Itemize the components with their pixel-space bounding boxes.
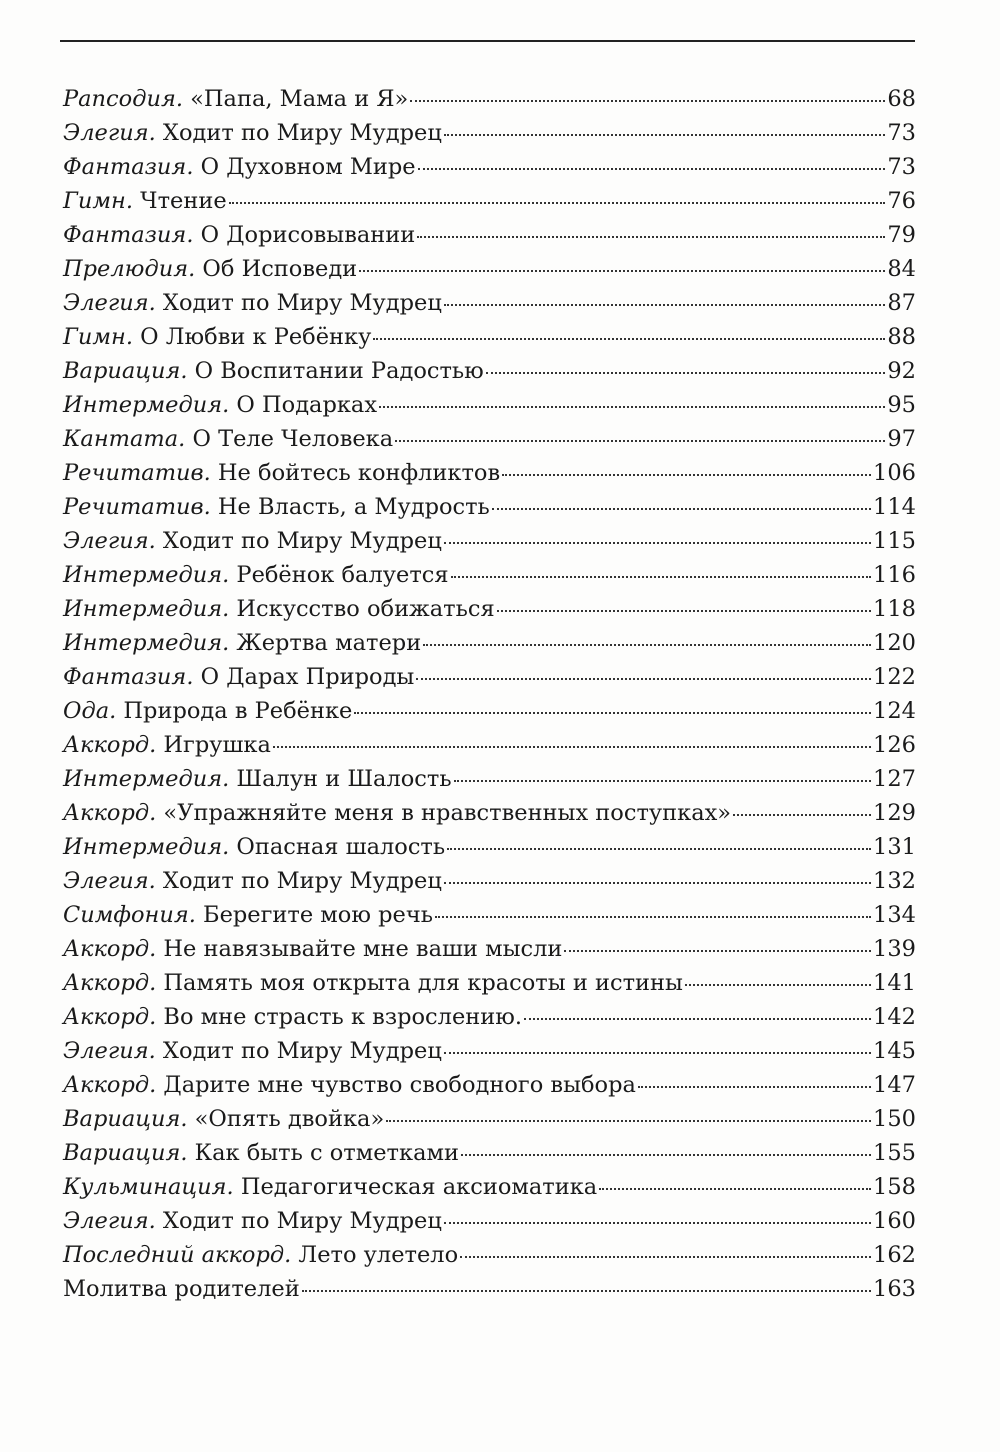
toc-entry-name: Память моя открыта для красоты и истины <box>156 970 683 996</box>
toc-entry-title <box>63 796 731 830</box>
dot-leader <box>454 780 871 782</box>
toc-entry[interactable] <box>63 184 916 218</box>
dot-leader <box>444 882 871 884</box>
toc-entry-name: Во мне страсть к взрослению. <box>156 1004 522 1030</box>
toc-entry-page-number: 118 <box>873 596 916 622</box>
toc-entry-genre: Интермедия. <box>63 596 230 622</box>
toc-entry-title <box>63 660 414 694</box>
toc-entry-genre: Элегия. <box>63 120 156 146</box>
toc-entry[interactable] <box>63 218 916 252</box>
header-rule <box>60 40 915 42</box>
toc-entry[interactable] <box>63 762 916 796</box>
toc-entry-title <box>63 252 357 286</box>
toc-entry-title <box>63 932 562 966</box>
toc-entry-page-number: 150 <box>873 1106 916 1132</box>
toc-entry-title <box>63 1000 522 1034</box>
toc-entry[interactable] <box>63 422 916 456</box>
dot-leader <box>733 814 871 816</box>
toc-entry-genre: Элегия. <box>63 290 156 316</box>
toc-entry-title <box>63 762 452 796</box>
toc-entry[interactable] <box>63 660 916 694</box>
toc-entry[interactable] <box>63 626 916 660</box>
dot-leader <box>599 1188 871 1190</box>
toc-entry-page-number: 120 <box>873 630 916 656</box>
dot-leader <box>497 610 871 612</box>
toc-entry[interactable] <box>63 286 916 320</box>
table-of-contents <box>63 82 916 1306</box>
dot-leader <box>229 202 886 204</box>
toc-entry[interactable] <box>63 82 916 116</box>
toc-entry-name: «Упражняйте меня в нравственных поступках» <box>156 800 732 826</box>
toc-entry-page-number: 84 <box>887 256 916 282</box>
toc-entry-page-number: 79 <box>887 222 916 248</box>
dot-leader <box>354 712 871 714</box>
toc-entry-title <box>63 558 449 592</box>
dot-leader <box>502 474 871 476</box>
toc-entry-page-number: 129 <box>873 800 916 826</box>
toc-entry-genre: Интермедия. <box>63 766 230 792</box>
toc-entry-genre: Кульминация. <box>63 1174 234 1200</box>
toc-entry-genre: Аккорд. <box>63 970 157 996</box>
toc-entry-name: Шалун и Шалость <box>229 766 452 792</box>
toc-entry[interactable] <box>63 1000 916 1034</box>
toc-entry-page-number: 131 <box>873 834 916 860</box>
dot-leader <box>395 440 885 442</box>
toc-entry[interactable] <box>63 456 916 490</box>
toc-entry[interactable] <box>63 1136 916 1170</box>
dot-leader <box>460 1256 871 1258</box>
toc-entry-name: «Папа, Мама и Я» <box>183 86 409 112</box>
dot-leader <box>444 1052 871 1054</box>
toc-entry-title <box>63 456 500 490</box>
toc-entry-page-number: 162 <box>873 1242 916 1268</box>
toc-entry-name: Ходит по Миру Мудрец <box>155 1208 442 1234</box>
toc-entry-genre: Интермедия. <box>63 834 230 860</box>
toc-entry-page-number: 160 <box>873 1208 916 1234</box>
toc-entry-name: Ребёнок балуется <box>229 562 449 588</box>
toc-entry-genre: Вариация. <box>63 1140 188 1166</box>
toc-entry-page-number: 134 <box>873 902 916 928</box>
toc-entry[interactable] <box>63 966 916 1000</box>
dot-leader <box>461 1154 871 1156</box>
dot-leader <box>359 270 885 272</box>
toc-entry-genre: Фантазия. <box>63 222 194 248</box>
toc-entry-genre: Аккорд. <box>63 732 157 758</box>
toc-entry-page-number: 92 <box>887 358 916 384</box>
toc-entry-page-number: 106 <box>873 460 916 486</box>
toc-entry-page-number: 155 <box>873 1140 916 1166</box>
toc-entry-name: Лето улетело <box>291 1242 459 1268</box>
toc-entry-genre: Кантата. <box>63 426 186 452</box>
toc-entry[interactable] <box>63 1102 916 1136</box>
dot-leader <box>273 746 871 748</box>
toc-entry-page-number: 88 <box>887 324 916 350</box>
toc-entry-page-number: 132 <box>873 868 916 894</box>
toc-entry-page-number: 122 <box>873 664 916 690</box>
toc-entry-name: Опасная шалость <box>229 834 446 860</box>
toc-entry-name: Чтение <box>133 188 227 214</box>
toc-entry-title <box>63 694 352 728</box>
toc-entry-page-number: 115 <box>873 528 916 554</box>
toc-entry-page-number: 87 <box>887 290 916 316</box>
toc-entry-genre: Симфония. <box>63 902 196 928</box>
toc-entry-title <box>63 966 683 1000</box>
toc-entry-name: Педагогическая аксиоматика <box>233 1174 598 1200</box>
toc-entry-genre: Речитатив. <box>63 494 211 520</box>
dot-leader <box>524 1018 871 1020</box>
toc-entry-page-number: 126 <box>873 732 916 758</box>
toc-entry-title <box>63 150 416 184</box>
dot-leader <box>417 236 885 238</box>
toc-entry[interactable] <box>63 1272 916 1306</box>
toc-entry-title <box>63 1034 442 1068</box>
toc-entry-page-number: 147 <box>873 1072 916 1098</box>
toc-entry-page-number: 139 <box>873 936 916 962</box>
dot-leader <box>638 1086 871 1088</box>
toc-entry[interactable] <box>63 592 916 626</box>
dot-leader <box>444 134 886 136</box>
toc-entry-page-number: 73 <box>887 154 916 180</box>
toc-entry-genre: Интермедия. <box>63 392 230 418</box>
toc-entry-page-number: 68 <box>887 86 916 112</box>
toc-entry-genre: Фантазия. <box>63 664 194 690</box>
toc-entry-genre: Прелюдия. <box>63 256 196 282</box>
toc-entry-title <box>63 1102 384 1136</box>
toc-entry[interactable] <box>63 1068 916 1102</box>
toc-entry-title <box>63 82 408 116</box>
dot-leader <box>451 576 871 578</box>
toc-entry-title <box>63 898 433 932</box>
dot-leader <box>444 1222 871 1224</box>
toc-entry[interactable] <box>63 354 916 388</box>
toc-entry-title <box>63 592 495 626</box>
toc-entry[interactable] <box>63 150 916 184</box>
dot-leader <box>435 916 871 918</box>
toc-entry-page-number: 141 <box>873 970 916 996</box>
dot-leader <box>447 848 871 850</box>
toc-entry-genre: Речитатив. <box>63 460 211 486</box>
toc-entry-name: Природа в Ребёнке <box>116 698 353 724</box>
toc-entry-page-number: 142 <box>873 1004 916 1030</box>
dot-leader <box>410 100 885 102</box>
toc-entry[interactable] <box>63 388 916 422</box>
toc-entry[interactable] <box>63 864 916 898</box>
toc-entry-title <box>63 116 442 150</box>
toc-entry-genre: Гимн. <box>63 324 134 350</box>
toc-entry-title <box>63 524 442 558</box>
toc-entry[interactable] <box>63 898 916 932</box>
toc-entry-name: О Теле Человека <box>185 426 394 452</box>
toc-entry-title <box>63 626 421 660</box>
toc-entry-genre: Интермедия. <box>63 562 230 588</box>
toc-entry-name: Об Исповеди <box>195 256 358 282</box>
dot-leader <box>492 508 871 510</box>
toc-entry[interactable] <box>63 1204 916 1238</box>
toc-entry-name: О Подарках <box>229 392 378 418</box>
toc-entry-page-number: 114 <box>873 494 916 520</box>
toc-entry[interactable] <box>63 490 916 524</box>
toc-entry-name: Дарите мне чувство свободного выбора <box>156 1072 636 1098</box>
toc-entry[interactable] <box>63 694 916 728</box>
dot-leader <box>564 950 871 952</box>
toc-entry-name: О Духовном Мире <box>193 154 416 180</box>
toc-entry-genre: Вариация. <box>63 358 188 384</box>
toc-entry-title <box>63 1136 459 1170</box>
toc-entry-name: Как быть с отметками <box>187 1140 459 1166</box>
toc-entry-name: О Любви к Ребёнку <box>133 324 372 350</box>
toc-entry-genre: Элегия. <box>63 1208 156 1234</box>
toc-entry-name: О Воспитании Радостью <box>187 358 484 384</box>
toc-entry[interactable] <box>63 1238 916 1272</box>
dot-leader <box>486 372 886 374</box>
toc-entry-name: Не бойтесь конфликтов <box>210 460 501 486</box>
toc-entry-page-number: 95 <box>887 392 916 418</box>
toc-entry[interactable] <box>63 796 916 830</box>
toc-entry-genre: Интермедия. <box>63 630 230 656</box>
toc-entry-genre: Аккорд. <box>63 1072 157 1098</box>
toc-entry-name: Искусство обижаться <box>229 596 495 622</box>
toc-entry-name: О Дарах Природы <box>193 664 415 690</box>
toc-entry[interactable] <box>63 932 916 966</box>
toc-entry-name: Ходит по Миру Мудрец <box>155 290 442 316</box>
toc-entry-title <box>63 422 393 456</box>
toc-entry-genre: Аккорд. <box>63 936 157 962</box>
toc-entry-title <box>63 1204 442 1238</box>
toc-entry-name: Ходит по Миру Мудрец <box>155 120 442 146</box>
toc-entry-genre: Элегия. <box>63 528 156 554</box>
toc-entry-name: Жертва матери <box>229 630 422 656</box>
toc-entry-page-number: 76 <box>887 188 916 214</box>
toc-entry-page-number: 145 <box>873 1038 916 1064</box>
toc-entry-name: Ходит по Миру Мудрец <box>155 1038 442 1064</box>
toc-entry-title <box>63 1068 636 1102</box>
toc-entry-genre: Элегия. <box>63 1038 156 1064</box>
toc-entry[interactable] <box>63 558 916 592</box>
toc-entry-title <box>63 1170 597 1204</box>
toc-entry-title <box>63 184 227 218</box>
dot-leader <box>416 678 871 680</box>
toc-entry-page-number: 158 <box>873 1174 916 1200</box>
toc-entry-name: Ходит по Миру Мудрец <box>155 528 442 554</box>
toc-entry-title <box>63 830 445 864</box>
toc-entry-genre: Вариация. <box>63 1106 188 1132</box>
toc-entry-title <box>63 354 484 388</box>
toc-entry-title <box>63 1272 300 1306</box>
toc-entry-title <box>63 286 442 320</box>
toc-entry-genre: Фантазия. <box>63 154 194 180</box>
toc-entry-page-number: 124 <box>873 698 916 724</box>
toc-entry-page-number: 163 <box>873 1276 916 1302</box>
toc-entry[interactable] <box>63 116 916 150</box>
toc-entry-page-number: 116 <box>873 562 916 588</box>
toc-entry-name: Не Власть, а Мудрость <box>210 494 490 520</box>
dot-leader <box>386 1120 871 1122</box>
toc-entry[interactable] <box>63 830 916 864</box>
dot-leader <box>685 984 871 986</box>
toc-entry-name: Не навязывайте мне ваши мысли <box>156 936 563 962</box>
dot-leader <box>418 168 886 170</box>
toc-entry-genre: Аккорд. <box>63 1004 157 1030</box>
toc-entry-page-number: 127 <box>873 766 916 792</box>
toc-entry-title <box>63 490 490 524</box>
dot-leader <box>444 542 871 544</box>
toc-entry-name: Молитва родителей <box>63 1276 300 1302</box>
toc-entry-genre: Элегия. <box>63 868 156 894</box>
toc-entry-title <box>63 218 415 252</box>
toc-entry-page-number: 97 <box>887 426 916 452</box>
toc-entry[interactable] <box>63 320 916 354</box>
toc-entry-genre: Рапсодия. <box>63 86 183 112</box>
dot-leader <box>373 338 885 340</box>
dot-leader <box>423 644 871 646</box>
toc-entry[interactable] <box>63 1034 916 1068</box>
toc-entry-name: «Опять двойка» <box>187 1106 385 1132</box>
toc-entry-genre: Гимн. <box>63 188 134 214</box>
toc-entry-name: Берегите мою речь <box>195 902 433 928</box>
toc-entry-page-number: 73 <box>887 120 916 146</box>
toc-entry-title <box>63 1238 458 1272</box>
toc-entry-genre: Ода. <box>63 698 117 724</box>
toc-entry-title <box>63 864 442 898</box>
toc-entry-name: Ходит по Миру Мудрец <box>155 868 442 894</box>
toc-entry-name: О Дорисовывании <box>193 222 416 248</box>
dot-leader <box>444 304 886 306</box>
toc-entry[interactable] <box>63 524 916 558</box>
toc-entry[interactable] <box>63 1170 916 1204</box>
toc-entry-genre: Последний аккорд. <box>63 1242 292 1268</box>
toc-entry[interactable] <box>63 252 916 286</box>
dot-leader <box>379 406 885 408</box>
toc-entry[interactable] <box>63 728 916 762</box>
toc-entry-name: Игрушка <box>156 732 271 758</box>
toc-entry-genre: Аккорд. <box>63 800 157 826</box>
toc-entry-title <box>63 728 271 762</box>
toc-entry-title <box>63 388 377 422</box>
toc-entry-title <box>63 320 371 354</box>
dot-leader <box>302 1290 871 1292</box>
